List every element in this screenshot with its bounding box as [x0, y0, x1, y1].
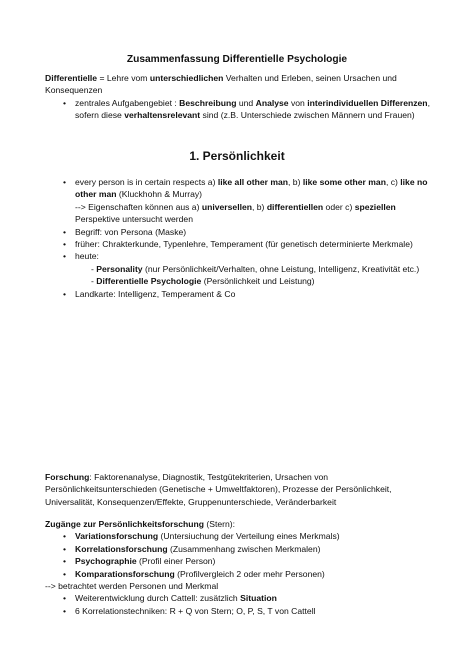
sub-item: - Differentielle Psychologie (Persönlichkeit und Leistung) — [91, 276, 315, 287]
bullet-cont: other man (Kluckhohn & Murray) — [75, 189, 203, 200]
sub-item: - Personality (nur Persönlichkeit/Verhalten, ohne Leistung, Intelligenz, Kreativität etc.) — [91, 263, 420, 274]
bullet-item: • every person is in certain respects a) like all other man, b) like some other man, c) like no — [63, 177, 428, 187]
bullet-item: • Landkarte: Intelligenz, Temperament & Co — [63, 288, 236, 299]
list-item: • Komparationsforschung (Profilvergleich 2 oder mehr Personen) — [63, 568, 325, 579]
bullet-icon: • — [63, 531, 67, 542]
section-heading-personality: 1. Persönlichkeit — [189, 149, 285, 163]
bullet-icon: • — [63, 556, 67, 567]
list-item: • Korrelationsforschung (Zusammenhang zwischen Merkmalen) — [63, 543, 321, 554]
intro-section — [45, 72, 440, 122]
zugaenge-section — [45, 518, 440, 617]
forschung-line-2: Persönlichkeitsunterschieden (Genetische + Umweltfaktoren), Prozesse der Persönlichkeit, — [45, 484, 392, 495]
document-title: Zusammenfassung Differentielle Psychologie — [126, 54, 348, 65]
bullet-icon: • — [63, 97, 67, 108]
bullet-icon: • — [63, 177, 67, 187]
bullet-icon: • — [63, 226, 67, 237]
bullet-item: • Begriff: von Persona (Maske) — [63, 226, 187, 237]
zugaenge-arrow-line: --> betrachtet werden Personen und Merkmal — [45, 581, 219, 592]
bullet-icon: • — [63, 239, 67, 250]
bullet-icon: • — [63, 593, 67, 604]
list-item: • Variationsforschung (Untersiuchung der Verteilung eines Merkmals) — [63, 531, 340, 542]
bullet-item: • früher: Chrakterkunde, Typenlehre, Temperament (für genetisch determinierte Merkmale) — [63, 239, 413, 250]
intro-bullet-cont: sofern diese verhaltensrelevant sind (z.B. Unterschiede zwischen Männern und Frauen) — [75, 110, 415, 121]
forschung-line-3: Universalität, Konsequenzen/Effekte, Gruppenunterschiede, Veränderbarkeit — [45, 496, 337, 507]
list-item: • 6 Korrelationstechniken: R + Q von Stern; O, P, S, T von Cattell — [63, 605, 316, 616]
bullet-item: • heute: — [63, 251, 99, 262]
zugaenge-heading: Zugänge zur Persönlichkeitsforschung (Stern): — [45, 519, 236, 529]
forschung-section — [45, 471, 440, 508]
bullet-icon: • — [63, 605, 67, 616]
intro-line-2: Konsequenzen — [45, 85, 103, 96]
bullet-icon: • — [63, 568, 67, 579]
bullet-cont: --> Eigenschaften können aus a) universellen, b) differentiellen oder c) speziellen — [75, 201, 396, 212]
bullet-cont: Perspektive untersucht werden — [75, 214, 193, 225]
intro-bullet: • zentrales Aufgabengebiet : Beschreibung und Analyse von interindividuellen Differenzen, — [63, 97, 430, 108]
bullet-icon: • — [63, 543, 67, 554]
bullet-icon: • — [63, 288, 67, 299]
list-item: • Weiterentwicklung durch Cattell: zusätzlich Situation — [63, 593, 277, 604]
intro-line-1: Differentielle = Lehre vom unterschiedlichen Verhalten und Erleben, seinen Ursachen und — [45, 73, 397, 83]
forschung-line-1: Forschung: Faktorenanalyse, Diagnostik, Testgütekriterien, Ursachen von — [45, 472, 329, 482]
bullet-icon: • — [63, 251, 67, 262]
personality-section — [45, 176, 440, 300]
list-item: • Psychographie (Profil einer Person) — [63, 556, 216, 567]
